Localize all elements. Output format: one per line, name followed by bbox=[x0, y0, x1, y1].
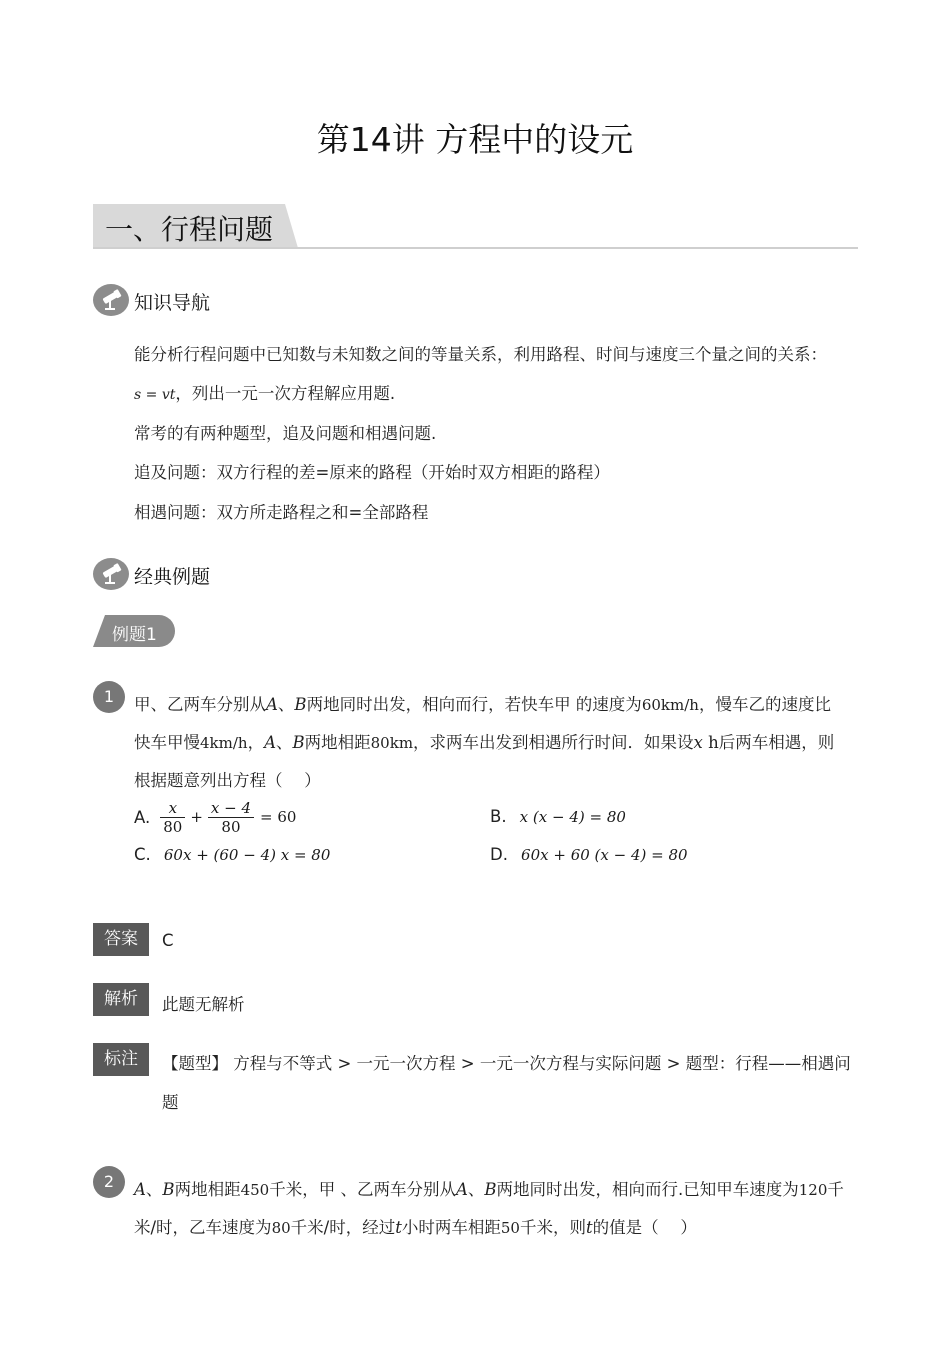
q2-text: 两地相距 bbox=[174, 1180, 241, 1199]
question-number-2: 2 bbox=[93, 1166, 125, 1198]
q1-sep: 、 bbox=[277, 695, 295, 714]
fraction-1 bbox=[160, 799, 185, 836]
q2-speed-2: 80 bbox=[271, 1219, 291, 1237]
q2-var-b: B bbox=[484, 1180, 497, 1199]
q1-sep: 、 bbox=[276, 733, 293, 752]
option-d-expr: 60x + 60 (x − 4) = 80 bbox=[521, 846, 688, 864]
q1-option-b[interactable] bbox=[490, 807, 626, 826]
fraction-1-denominator: 80 bbox=[163, 817, 183, 836]
q1-text: ，求两车出发到相遇所行时间．如果设 bbox=[413, 733, 694, 752]
q1-line-2 bbox=[134, 729, 834, 753]
q2-var-b: B bbox=[162, 1180, 175, 1199]
q1-option-a[interactable] bbox=[134, 797, 296, 837]
answer-label: 答案 bbox=[93, 923, 149, 956]
q2-var-a: A bbox=[455, 1180, 468, 1199]
q1-option-c[interactable] bbox=[134, 845, 330, 864]
telescope-icon bbox=[93, 284, 129, 316]
q1-text: ， bbox=[247, 733, 265, 752]
note-label: 标注 bbox=[93, 1043, 149, 1076]
option-b-label: B. bbox=[490, 807, 507, 826]
note-line-2: 题 bbox=[162, 1093, 179, 1112]
knowledge-line-5: 相遇问题：双方所走路程之和=全部路程 bbox=[134, 503, 429, 522]
q2-var-t: t bbox=[585, 1218, 593, 1237]
q2-sep: 、 bbox=[467, 1180, 485, 1199]
q2-text: 的值是（ ） bbox=[592, 1218, 697, 1237]
q1-text: 甲、乙两车分别从 bbox=[134, 695, 266, 714]
section-header bbox=[93, 204, 858, 250]
q2-distance-2: 50 bbox=[500, 1219, 520, 1237]
section-heading: 一、行程问题 bbox=[105, 213, 274, 246]
q2-text: 小时两车相距 bbox=[401, 1218, 501, 1237]
q2-line-2 bbox=[134, 1214, 697, 1238]
knowledge-line-3: 常考的有两种题型，追及问题和相遇问题. bbox=[134, 424, 437, 443]
analysis-value: 此题无解析 bbox=[162, 995, 245, 1014]
fraction-2 bbox=[208, 799, 254, 836]
option-b-expr: x (x − 4) = 80 bbox=[519, 808, 626, 826]
telescope-icon bbox=[93, 558, 129, 590]
q2-text: 千 bbox=[827, 1180, 844, 1199]
q1-var-b: B bbox=[294, 695, 307, 714]
answer-value: C bbox=[162, 931, 174, 950]
fraction-2-numerator: x − 4 bbox=[208, 799, 254, 818]
q2-text: 千米/时，经过 bbox=[290, 1218, 396, 1237]
q1-unit-h: h bbox=[708, 733, 719, 752]
q1-line-1 bbox=[134, 691, 831, 715]
q1-text: 后两车相遇，则 bbox=[718, 733, 835, 752]
fraction-1-numerator: x bbox=[160, 799, 185, 818]
knowledge-heading: 知识导航 bbox=[134, 292, 211, 314]
example-tag bbox=[93, 615, 175, 647]
q1-distance: 80km bbox=[370, 734, 414, 752]
q1-option-d[interactable] bbox=[490, 845, 688, 864]
option-a-label: A. bbox=[134, 807, 151, 827]
option-d-label: D. bbox=[490, 845, 508, 864]
knowledge-line-2-text: ，列出一元一次方程解应用题. bbox=[175, 384, 396, 403]
q2-speed-1: 120 bbox=[798, 1181, 828, 1199]
q1-text: 两地相距 bbox=[304, 733, 371, 752]
question-number-1: 1 bbox=[93, 681, 125, 713]
option-c-label: C. bbox=[134, 845, 151, 864]
q1-var-a: A bbox=[266, 695, 278, 714]
q2-line-1 bbox=[134, 1176, 844, 1200]
fraction-2-denominator: 80 bbox=[221, 817, 241, 836]
q1-var-a: A bbox=[264, 733, 276, 752]
q1-speed-2: 4km/h bbox=[200, 734, 248, 752]
analysis-label: 解析 bbox=[93, 983, 149, 1016]
q1-line-3: 根据题意列出方程（ ） bbox=[134, 771, 321, 790]
option-c-expr: 60x + (60 − 4) x = 80 bbox=[163, 846, 331, 864]
q2-text: 千米，则 bbox=[519, 1218, 586, 1237]
plus-sign: + bbox=[190, 808, 203, 826]
q2-distance: 450 bbox=[240, 1181, 270, 1199]
q1-text: 快车甲慢 bbox=[134, 733, 200, 752]
q1-var-x: x bbox=[693, 733, 703, 752]
q2-var-a: A bbox=[134, 1180, 146, 1199]
q2-text: 两地同时出发，相向而行.已知甲车速度为 bbox=[496, 1180, 799, 1199]
q1-speed-1: 60km/h bbox=[641, 696, 699, 714]
option-a-rhs: = 60 bbox=[260, 808, 297, 826]
q2-var-t: t bbox=[395, 1218, 402, 1237]
examples-heading: 经典例题 bbox=[134, 566, 211, 588]
q1-text: 两地同时出发，相向而行，若快车甲 的速度为 bbox=[306, 695, 642, 714]
example-tag-label: 例题1 bbox=[112, 625, 157, 645]
knowledge-line-4: 追及问题：双方行程的差=原来的路程（开始时双方相距的路程） bbox=[134, 463, 610, 482]
note-line-1: 【题型】 方程与不等式 > 一元一次方程 > 一元一次方程与实际问题 > 题型：行程——相遇问 bbox=[162, 1054, 851, 1073]
page-title: 第14讲 方程中的设元 bbox=[316, 120, 634, 159]
q2-text: 千米，甲 、乙两车分别从 bbox=[269, 1180, 456, 1199]
q2-text: 米/时，乙车速度为 bbox=[134, 1218, 272, 1237]
formula-svt: s = vt bbox=[134, 387, 176, 403]
q1-var-b: B bbox=[292, 733, 305, 752]
q1-text: ，慢车乙的速度比 bbox=[698, 695, 831, 714]
q2-sep: 、 bbox=[145, 1180, 163, 1199]
knowledge-line-1: 能分析行程问题中已知数与未知数之间的等量关系，利用路程、时间与速度三个量之间的关系： bbox=[134, 345, 827, 364]
knowledge-line-2 bbox=[134, 380, 395, 404]
